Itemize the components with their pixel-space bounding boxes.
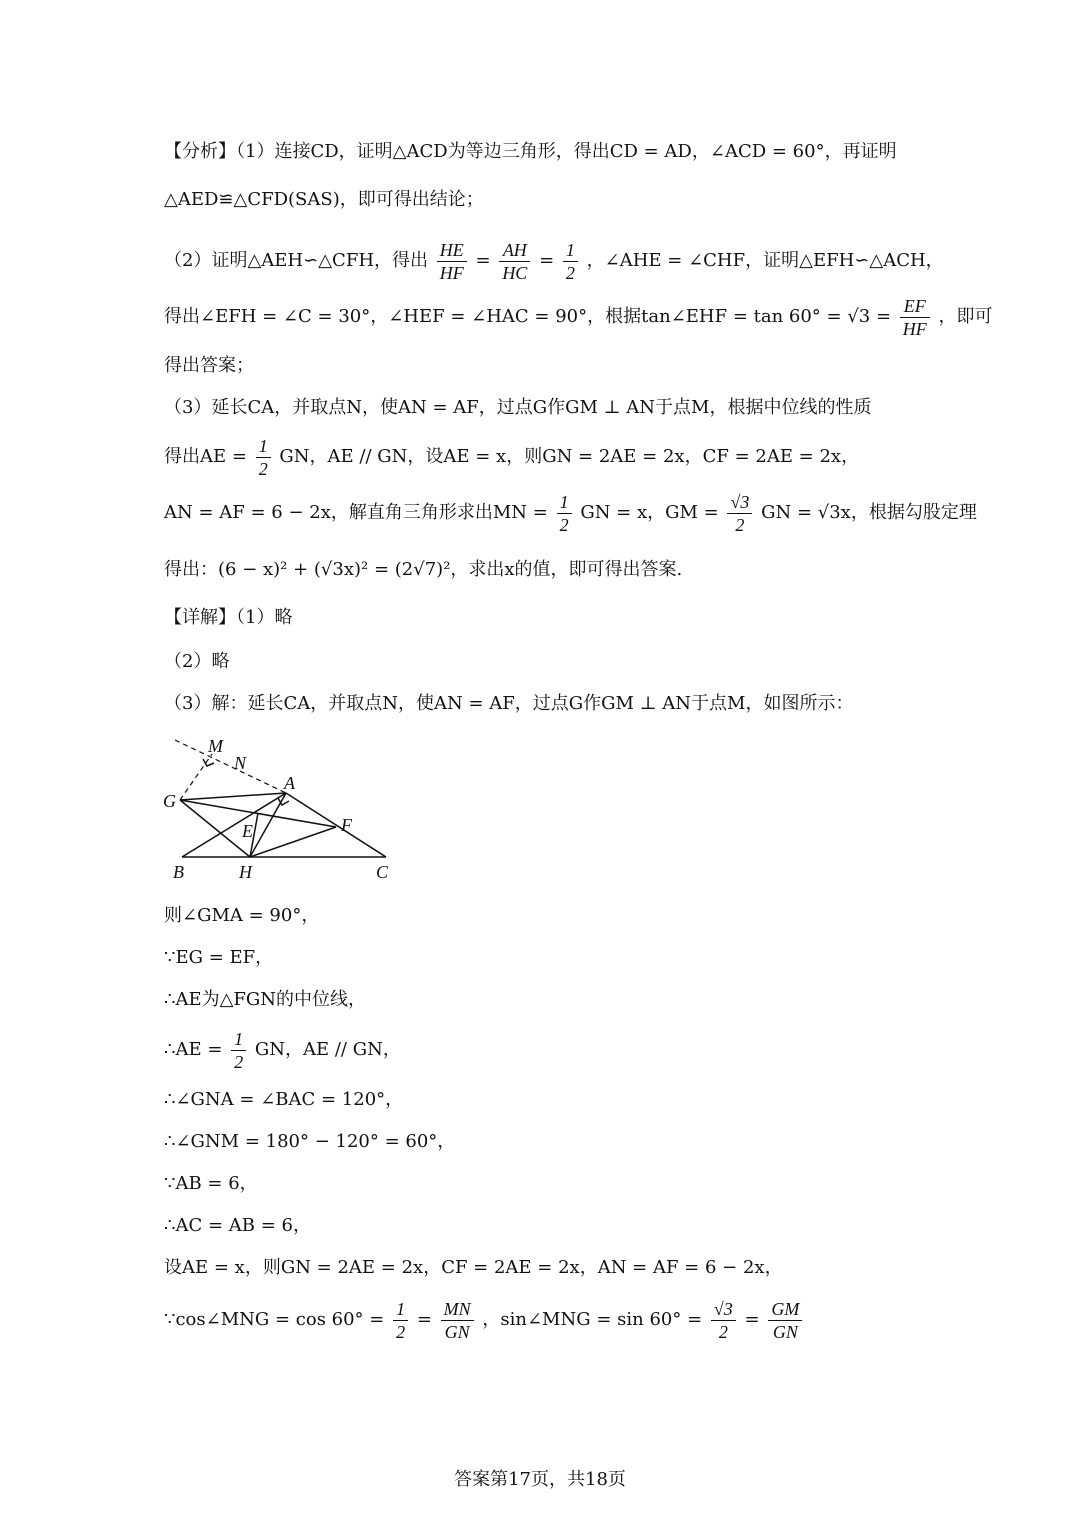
fraction-root3-half (727, 491, 752, 536)
equals-sign: = (539, 250, 555, 271)
fraction-numerator: EF (900, 295, 930, 318)
solution-step-5: ∴∠GNA = ∠BAC = 120°， (164, 1089, 404, 1110)
fraction-numerator: 1 (563, 239, 578, 262)
fraction-root3-half (711, 1298, 736, 1343)
analysis-line-7-text-b: GN，AE // GN，设AE = x，则GN = 2AE = 2x，CF = 2AE = 2x， (279, 446, 860, 467)
fraction-denominator: 2 (559, 514, 569, 535)
fraction-ef-hf (900, 295, 930, 340)
fraction-denominator: 2 (234, 1051, 244, 1072)
solution-step-4-text-b: GN，AE // GN， (254, 1039, 401, 1060)
analysis-line-9: 得出：(6 − x)² + (√3x)² = (2√7)²，求出x的值，即可得出答案. (164, 559, 683, 580)
solution-step-4 (164, 1025, 944, 1075)
solution-step-6: ∴∠GNM = 180° − 120° = 60°， (164, 1131, 456, 1152)
fraction-denominator: HC (502, 262, 528, 283)
segment-ga (180, 793, 286, 800)
dashed-line-gm (180, 754, 212, 800)
fraction-numerator: HE (437, 239, 467, 262)
fraction-he-hf (437, 239, 467, 284)
page-footer: 答案第17页，共18页 (454, 1469, 626, 1490)
fraction-numerator: 1 (256, 435, 271, 458)
fraction-one-half (557, 491, 572, 536)
solution-step-2: ∵EG = EF， (164, 947, 274, 968)
fraction-one-half (393, 1298, 408, 1343)
analysis-line-3 (164, 236, 944, 286)
fraction-numerator: √3 (727, 491, 752, 514)
solution-step-1: 则∠GMA = 90°， (164, 905, 320, 926)
solution-step-4-text-a: ∴AE = (164, 1039, 223, 1060)
equals-sign: = (475, 250, 491, 271)
label-b: B (173, 862, 184, 882)
analysis-line-8-text-b: GN = x，GM = (580, 502, 719, 523)
fraction-denominator: 2 (565, 262, 575, 283)
fraction-one-half (563, 239, 578, 284)
label-g: G (163, 791, 176, 811)
analysis-line-8-text-a: AN = AF = 6 − 2x，解直角三角形求出MN = (164, 502, 548, 523)
segment-ac (286, 793, 386, 857)
fraction-one-half (231, 1028, 246, 1073)
analysis-line-4 (164, 292, 993, 342)
analysis-line-8 (164, 488, 977, 538)
analysis-line-5: 得出答案； (164, 355, 254, 376)
fraction-denominator: HF (902, 318, 927, 339)
solution-line-1: 【详解】（1）略 (164, 607, 293, 628)
label-e: E (242, 821, 253, 841)
solution-step-10-text-a: ∵cos∠MNG = cos 60° = (164, 1309, 385, 1330)
fraction-denominator: GN (772, 1321, 798, 1342)
solution-step-8: ∴AC = AB = 6， (164, 1215, 311, 1236)
analysis-line-3-text-a: （2）证明△AEH∽△CFH，得出 (164, 250, 429, 271)
analysis-line-4-text-b: ，即可 (938, 306, 993, 327)
solution-step-9: 设AE = x，则GN = 2AE = 2x，CF = 2AE = 2x，AN = AF = 6 − 2x， (164, 1257, 783, 1278)
analysis-line-8-text-c: GN = √3x，根据勾股定理 (761, 502, 977, 523)
solution-step-10 (164, 1295, 944, 1345)
equals-sign: = (416, 1309, 432, 1330)
fraction-numerator: 1 (393, 1298, 408, 1321)
fraction-mn-gn (441, 1298, 474, 1343)
analysis-line-2: △AED≌△CFD(SAS)，即可得出结论； (164, 189, 484, 210)
label-h: H (239, 862, 252, 882)
analysis-line-1: 【分析】（1）连接CD，证明△ACD为等边三角形，得出CD = AD，∠ACD = 60°，再证明 (164, 141, 897, 162)
solution-step-3: ∴AE为△FGN的中位线， (164, 989, 367, 1010)
segment-hf (250, 827, 336, 857)
analysis-line-3-text-b: ，∠AHE = ∠CHF，证明△EFH∽△ACH， (586, 250, 944, 271)
fraction-numerator: 1 (557, 491, 572, 514)
label-m: M (208, 736, 223, 756)
equals-sign: = (744, 1309, 760, 1330)
fraction-numerator: MN (441, 1298, 474, 1321)
fraction-gm-gn (768, 1298, 802, 1343)
dashed-line-an (175, 740, 286, 793)
analysis-line-4-text-a: 得出∠EFH = ∠C = 30°，∠HEF = ∠HAC = 90°，根据tan∠EHF = tan 60° = √3 = (164, 306, 892, 327)
analysis-line-7 (164, 432, 944, 482)
label-a: A (284, 773, 295, 793)
fraction-numerator: 1 (231, 1028, 246, 1051)
label-f: F (341, 815, 352, 835)
segment-gh (180, 800, 250, 857)
solution-step-7: ∵AB = 6， (164, 1173, 258, 1194)
fraction-numerator: AH (499, 239, 530, 262)
label-c: C (376, 862, 389, 882)
fraction-denominator: 2 (396, 1321, 406, 1342)
solution-line-2: （2）略 (164, 651, 230, 672)
fraction-ah-hc (499, 239, 530, 284)
solution-line-3: （3）解：延长CA，并取点N，使AN = AF，过点G作GM ⊥ AN于点M，如图所示： (164, 693, 854, 714)
fraction-denominator: 2 (735, 514, 745, 535)
analysis-line-6: （3）延长CA，并取点N，使AN = AF，过点G作GM ⊥ AN于点M，根据中位线的性质 (164, 397, 872, 418)
fraction-denominator: 2 (258, 458, 268, 479)
fraction-denominator: 2 (718, 1321, 728, 1342)
fraction-numerator: GM (768, 1298, 802, 1321)
fraction-numerator: √3 (711, 1298, 736, 1321)
fraction-one-half (256, 435, 271, 480)
fraction-denominator: HF (439, 262, 464, 283)
solution-step-10-text-b: ，sin∠MNG = sin 60° = (482, 1309, 703, 1330)
geometry-figure (160, 735, 410, 885)
fraction-denominator: GN (444, 1321, 470, 1342)
label-n: N (234, 753, 247, 773)
analysis-line-7-text-a: 得出AE = (164, 446, 247, 467)
